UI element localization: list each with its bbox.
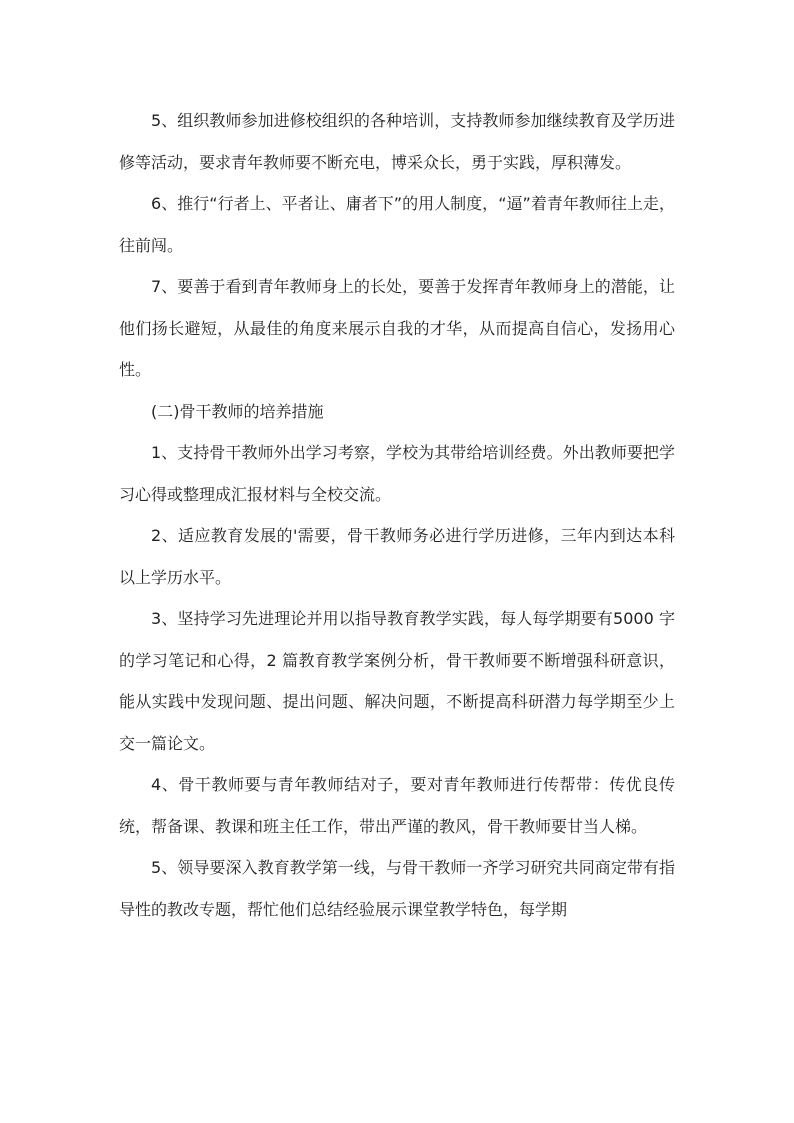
section-heading-backbone-teachers: (二)骨干教师的培养措施 <box>151 401 324 421</box>
document-body <box>119 100 675 930</box>
paragraph-backbone-item-2: 2、适应教育发展的'需要，骨干教师务必进行学历进修，三年内到达本科以上学历水平。 <box>119 526 675 587</box>
paragraph-training-item-5: 5、组织教师参加进修校组织的各种培训，支持教师参加继续教育及学历进修等活动，要求青年教师要不断充电，博采众长，勇于实践，厚积薄发。 <box>119 111 675 172</box>
paragraph-strengths-item-7: 7、要善于看到青年教师身上的长处，要善于发挥青年教师身上的潜能，让他们扬长避短，从最佳的角度来展示自我的才华，从而提高自信心，发扬用心性。 <box>119 277 675 379</box>
paragraph-backbone-item-1: 1、支持骨干教师外出学习考察，学校为其带给培训经费。外出教师要把学习心得或整理成汇报材料与全校交流。 <box>119 443 675 504</box>
paragraph-backbone-item-5: 5、领导要深入教育教学第一线，与骨干教师一齐学习研究共同商定带有指导性的教改专题，帮忙他们总结经验展示课堂教学特色，每学期 <box>119 858 675 919</box>
paragraph-backbone-item-4: 4、骨干教师要与青年教师结对子，要对青年教师进行传帮带：传优良传统，帮备课、教课和班主任工作，带出严谨的教风，骨干教师要甘当人梯。 <box>119 775 675 836</box>
paragraph-backbone-item-3: 3、坚持学习先进理论并用以指导教育教学实践，每人每学期要有5000 字的学习笔记和心得，2 篇教育教学案例分析，骨干教师要不断增强科研意识，能从实践中发现问题、提出问题、解决问题，不断提高科研潜力每学期至少上交一篇论文。 <box>119 609 675 753</box>
paragraph-promotion-item-6: 6、推行“行者上、平者让、庸者下”的用人制度，“逼”着青年教师往上走，往前闯。 <box>119 194 675 255</box>
